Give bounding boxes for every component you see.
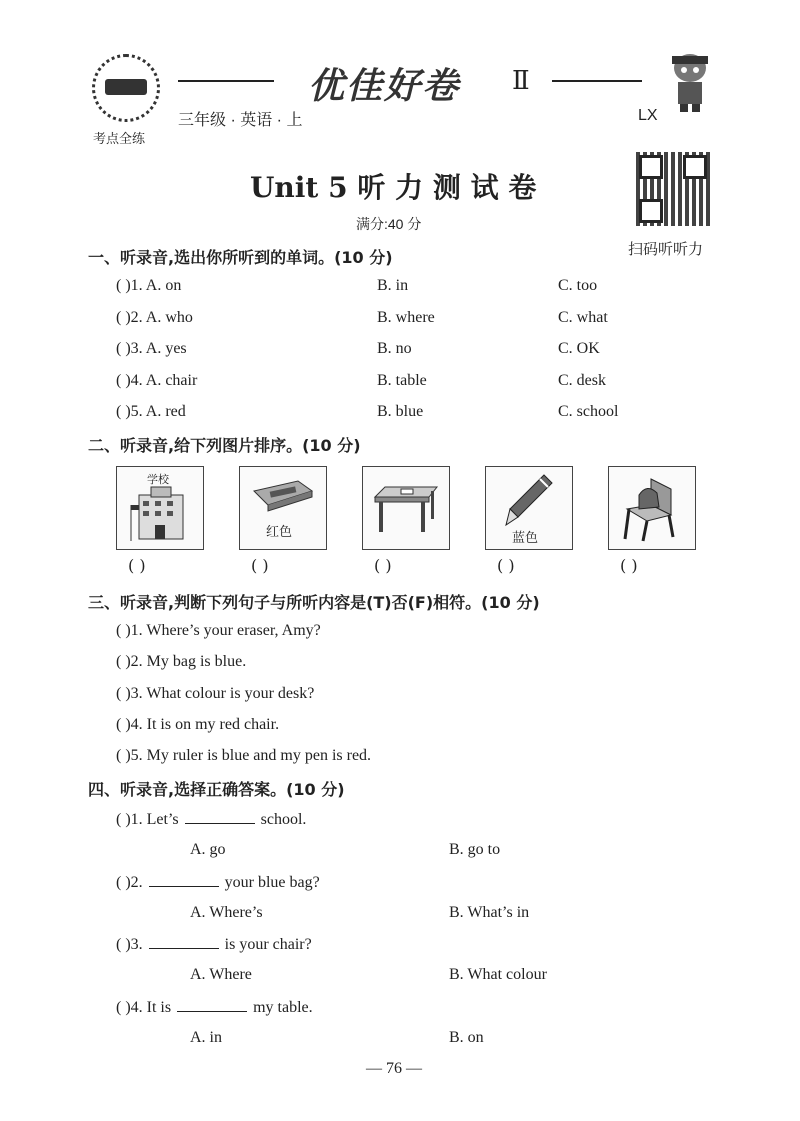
tf-statement: ( )2. My bag is blue. bbox=[116, 653, 247, 671]
page-title: Unit 5 听 力 测 试 卷 bbox=[250, 171, 537, 204]
question-option-b: B. where bbox=[377, 308, 435, 326]
question-option-a: ( )4. A. chair bbox=[116, 371, 198, 389]
desk-icon bbox=[371, 481, 441, 537]
picture-label: 红色 bbox=[266, 524, 293, 539]
question-text-before: ( )1. Let’s bbox=[116, 811, 179, 828]
fill-blank-question bbox=[116, 934, 312, 954]
choice-a: A. Where bbox=[190, 966, 252, 983]
question-text-before: ( )3. bbox=[116, 936, 143, 953]
choice-b: B. on bbox=[449, 1028, 484, 1046]
answer-blank[interactable] bbox=[149, 872, 219, 887]
question-option-c: C. desk bbox=[558, 371, 606, 389]
answer-blank[interactable] bbox=[185, 809, 255, 824]
section-4-heading: 四、听录音,选择正确答案。(10 分) bbox=[88, 780, 345, 799]
tf-statement: ( )5. My ruler is blue and my pen is red. bbox=[116, 747, 372, 765]
tf-statement: ( )3. What colour is your desk? bbox=[116, 684, 315, 702]
section-2-heading: 二、听录音,给下列图片排序。(10 分) bbox=[88, 436, 361, 455]
pen-icon bbox=[500, 471, 556, 529]
picture-desk bbox=[362, 466, 450, 550]
question-text-after: school. bbox=[260, 811, 307, 828]
question-option-c: C. OK bbox=[558, 340, 600, 357]
order-blank-3[interactable]: ( ) bbox=[374, 556, 392, 575]
mascot-figure bbox=[662, 50, 718, 114]
question-text-before: ( )4. It is bbox=[116, 998, 172, 1016]
question-option-a: ( )5. A. red bbox=[116, 403, 186, 420]
subtitle: 三年级 · 英语 · 上 bbox=[178, 112, 303, 129]
question-text-after: your blue bag? bbox=[224, 873, 320, 891]
question-option-a: ( )1. A. on bbox=[116, 277, 182, 294]
section-1-heading: 一、听录音,选出你所听到的单词。(10 分) bbox=[88, 248, 393, 267]
question-option-b: B. blue bbox=[377, 403, 424, 420]
question-option-a: ( )2. A. who bbox=[116, 308, 193, 326]
picture-chair-bag bbox=[608, 466, 696, 550]
fill-blank-question bbox=[116, 809, 306, 829]
edition-code: LX bbox=[638, 107, 658, 124]
fill-blank-question bbox=[116, 997, 313, 1017]
school-building-icon bbox=[125, 485, 195, 545]
question-option-c: C. what bbox=[558, 308, 608, 326]
logo-label: 考点全练 bbox=[93, 131, 146, 146]
pencil-case-icon bbox=[248, 475, 318, 515]
question-option-a: ( )3. A. yes bbox=[116, 340, 187, 357]
volume-mark: Ⅱ bbox=[512, 66, 530, 95]
question-text-after: my table. bbox=[253, 998, 313, 1016]
order-blank-5[interactable]: ( ) bbox=[620, 556, 638, 575]
order-blank-2[interactable]: ( ) bbox=[251, 556, 269, 575]
choice-b: B. What’s in bbox=[449, 903, 530, 921]
choice-b: B. What colour bbox=[449, 966, 547, 983]
full-score: 满分:40 分 bbox=[356, 216, 422, 232]
question-option-b: B. no bbox=[377, 340, 412, 357]
question-text-before: ( )2. bbox=[116, 873, 143, 891]
header-line-left bbox=[178, 80, 274, 82]
qr-code[interactable] bbox=[636, 152, 710, 226]
chair-with-bag-icon bbox=[617, 475, 687, 543]
tf-statement: ( )1. Where’s your eraser, Amy? bbox=[116, 622, 321, 639]
brand-title: 优佳好卷 bbox=[308, 65, 461, 106]
fill-blank-question bbox=[116, 872, 320, 892]
picture-pencil-case bbox=[239, 466, 327, 550]
tf-statement: ( )4. It is on my red chair. bbox=[116, 715, 280, 733]
picture-school bbox=[116, 466, 204, 550]
choice-a: A. Where’s bbox=[190, 903, 263, 921]
qr-label: 扫码听听力 bbox=[628, 241, 704, 258]
question-option-c: C. too bbox=[558, 277, 598, 294]
order-blank-1[interactable]: ( ) bbox=[128, 556, 146, 575]
logo-seal bbox=[92, 54, 160, 122]
header-line-right bbox=[552, 80, 642, 82]
section-3-heading: 三、听录音,判断下列句子与所听内容是(T)否(F)相符。(10 分) bbox=[88, 593, 540, 612]
choice-a: A. go bbox=[190, 841, 226, 858]
choice-a: A. in bbox=[190, 1028, 222, 1046]
page-number: — 76 — bbox=[366, 1060, 422, 1077]
choice-b: B. go to bbox=[449, 841, 501, 858]
picture-label: 学校 bbox=[147, 474, 169, 486]
question-option-b: B. in bbox=[377, 277, 409, 294]
answer-blank[interactable] bbox=[177, 997, 247, 1012]
question-option-b: B. table bbox=[377, 371, 427, 389]
answer-blank[interactable] bbox=[149, 934, 219, 949]
picture-pen bbox=[485, 466, 573, 550]
order-blank-4[interactable]: ( ) bbox=[497, 556, 515, 575]
picture-label: 蓝色 bbox=[512, 530, 539, 545]
question-text-after: is your chair? bbox=[224, 936, 312, 953]
question-option-c: C. school bbox=[558, 403, 619, 420]
